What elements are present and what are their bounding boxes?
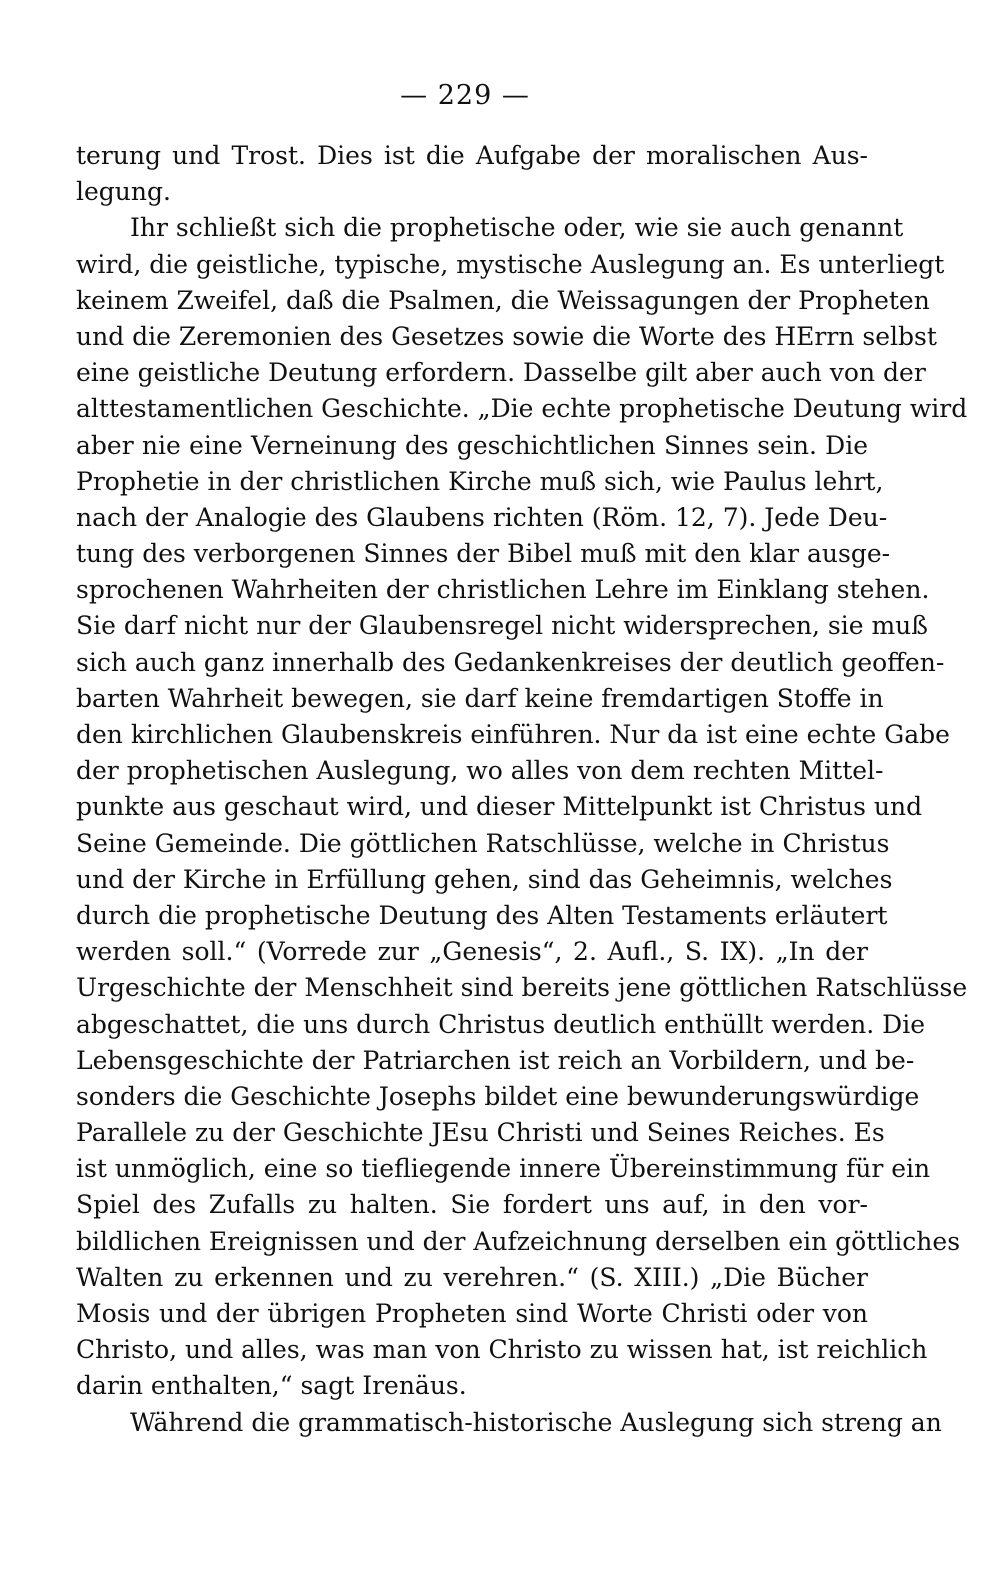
text-line: Walten zu erkennen und zu verehren.“ (S. XIII.) „Die Bücher [76, 1262, 868, 1292]
text-line: tung des verborgenen Sinnes der Bibel muß mit den klar ausge- [76, 539, 891, 569]
text-line: ist unmöglich, eine so tiefliegende innere Übereinstimmung für ein [76, 1154, 931, 1184]
text-line: Spiel des Zufalls zu halten. Sie fordert uns auf, in den vor- [76, 1190, 868, 1220]
text-line: sonders die Geschichte Josephs bildet eine bewunderungswürdige [76, 1081, 920, 1111]
text-line: und die Zeremonien des Gesetzes sowie die Worte des HErrn selbst [76, 321, 937, 351]
text-line: legung. [76, 177, 171, 207]
text-line: alttestamentlichen Geschichte. „Die echte prophetische Deutung wird [76, 394, 968, 424]
text-line: und der Kirche in Erfüllung gehen, sind das Geheimnis, welches [76, 864, 893, 894]
text-line: nach der Analogie des Glaubens richten (Röm. 12, 7). Jede Deu- [76, 502, 888, 532]
page-number: — 229 — [400, 80, 530, 111]
text-line: der prophetischen Auslegung, wo alles von dem rechten Mittel- [76, 756, 884, 786]
text-line: wird, die geistliche, typische, mystische Auslegung an. Es unterliegt [76, 249, 945, 279]
text-line: werden soll.“ (Vorrede zur „Genesis“, 2. Aufl., S. IX). „In der [76, 937, 868, 967]
text-line: abgeschattet, die uns durch Christus deutlich enthüllt werden. Die [76, 1009, 926, 1039]
text-line: terung und Trost. Dies ist die Aufgabe der moralischen Aus- [76, 141, 868, 170]
text-line: Während die grammatisch-historische Auslegung sich streng an [130, 1407, 942, 1437]
paragraph-2 [76, 210, 968, 1404]
paragraph-3 [76, 1405, 942, 1441]
text-line: Prophetie in der christlichen Kirche muß sich, wie Paulus lehrt, [76, 466, 884, 496]
body-text [76, 138, 968, 1441]
text-line: Parallele zu der Geschichte JEsu Christi und Seines Reiches. Es [76, 1118, 885, 1148]
text-line: sich auch ganz innerhalb des Gedankenkreises der deutlich geoffen- [76, 647, 945, 677]
text-line: Lebensgeschichte der Patriarchen ist reich an Vorbildern, und be- [76, 1045, 915, 1075]
text-line: punkte aus geschaut wird, und dieser Mittelpunkt ist Christus und [76, 792, 923, 822]
text-line: sprochenen Wahrheiten der christlichen Lehre im Einklang stehen. [76, 575, 930, 605]
text-line: Ihr schließt sich die prophetische oder, wie sie auch genannt [130, 213, 904, 243]
text-line: Seine Gemeinde. Die göttlichen Ratschlüsse, welche in Christus [76, 828, 890, 858]
text-line: darin enthalten,“ sagt Irenäus. [76, 1371, 467, 1401]
text-line: den kirchlichen Glaubenskreis einführen. Nur da ist eine echte Gabe [76, 720, 950, 749]
text-line: Urgeschichte der Menschheit sind bereits jene göttlichen Ratschlüsse [76, 973, 968, 1003]
text-line: aber nie eine Verneinung des geschichtlichen Sinnes sein. Die [76, 430, 868, 460]
text-line: barten Wahrheit bewegen, sie darf keine fremdartigen Stoffe in [76, 683, 884, 713]
text-line: Mosis und der übrigen Propheten sind Worte Christi oder von [76, 1299, 868, 1328]
text-line: eine geistliche Deutung erfordern. Dasselbe gilt aber auch von der [76, 358, 926, 388]
paragraph-1 [76, 138, 868, 210]
text-line: keinem Zweifel, daß die Psalmen, die Weissagungen der Propheten [76, 285, 930, 315]
text-line: durch die prophetische Deutung des Alten Testaments erläutert [76, 900, 888, 930]
text-line: Christo, und alles, was man von Christo zu wissen hat, ist reichlich [76, 1335, 928, 1365]
text-line: Sie darf nicht nur der Glaubensregel nicht widersprechen, sie muß [76, 611, 928, 641]
text-line: bildlichen Ereignissen und der Aufzeichnung derselben ein göttliches [76, 1226, 961, 1256]
